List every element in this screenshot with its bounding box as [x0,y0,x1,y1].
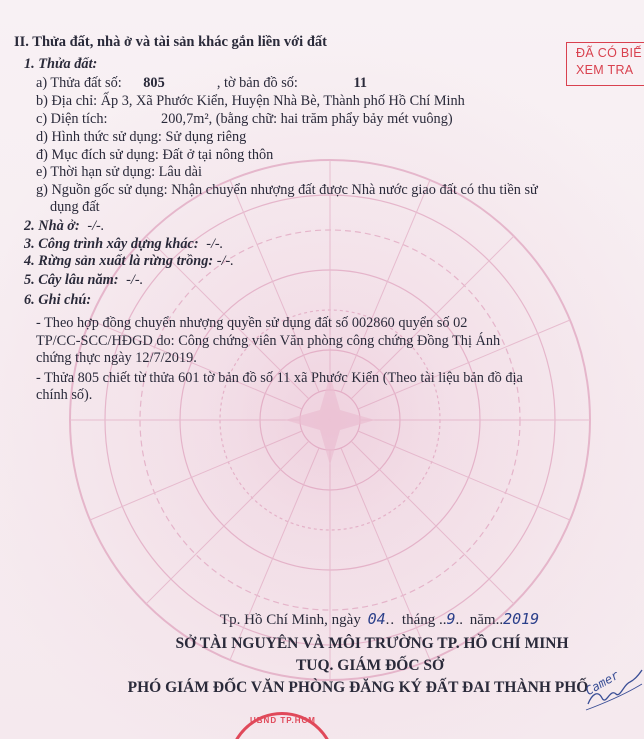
stamp-line-1: ĐÃ CÓ BIẾ [576,46,642,60]
signing-year: 2019 [503,610,540,628]
note-1-line-2: TP/CC-SCC/HĐGD do: Công chứng viên Văn phòng công chứng Đồng Thị Ánh [36,333,501,349]
official-seal-text: UBND TP.HCM [250,716,316,725]
note-2-line-1: - Thửa 805 chiết từ thửa 601 tờ bản đồ số 11 xã Phước Kiển (Theo tài liệu bản đồ địa [36,370,523,386]
note-1-line-1: - Theo hợp đồng chuyển nhượng quyền sử dụng đất số 002860 quyển số 02 [36,315,468,331]
parcel-address: b) Địa chỉ: Ấp 3, Xã Phước Kiển, Huyện Nhà Bè, Thành phố Hồ Chí Minh [36,93,465,109]
stamp-line-2: XEM TRA [576,63,634,77]
signature-text: Camer [582,667,622,699]
map-sheet-label: , tờ bản đồ số: [216,75,298,91]
other-works-value: -/-. [206,236,224,252]
house-label: 2. Nhà ở: [24,218,80,234]
signing-date-row: Tp. Hồ Chí Minh, ngày 04.. tháng ..9.. năm..2019 [220,610,540,628]
perennial-trees-row [24,272,143,289]
parcel-purpose: đ) Mục đích sử dụng: Đất ở tại nông thôn [36,147,274,163]
signing-title: PHÓ GIÁM ĐỐC VĂN PHÒNG ĐĂNG KÝ ĐẤT ĐAI THÀNH PHỐ [127,679,589,696]
note-2-line-2: chính số). [36,387,93,403]
notes-label: 6. Ghi chú: [24,292,92,308]
parcel-area-row [36,111,453,128]
house-value: -/-. [87,218,105,234]
other-works-row [24,236,223,253]
perennial-trees-label: 5. Cây lâu năm: [24,272,119,288]
parcel-area-label: c) Diện tích: [36,111,108,127]
house-row [24,218,104,235]
parcel-origin-line-2: dụng đất [50,199,100,215]
section-title: II. Thửa đất, nhà ở và tài sản khác gắn liền với đất [14,34,327,50]
signing-authority: TUQ. GIÁM ĐỐC SỞ [295,657,445,674]
signing-month: 9 [446,610,456,628]
forest-value: -/-. [216,253,234,269]
parcel-origin-line-1: g) Nguồn gốc sử dụng: Nhận chuyển nhượng đất được Nhà nước giao đất có thu tiền sử [36,182,538,198]
map-sheet-value: 11 [353,75,367,91]
forest-row [24,253,234,270]
parcel-area-value: 200,7m², (bằng chữ: hai trăm phẩy bảy mét vuông) [161,111,453,127]
parcel-use-form: d) Hình thức sử dụng: Sử dụng riêng [36,129,247,145]
other-works-label: 3. Công trình xây dựng khác: [24,236,199,252]
signing-day: 04 [367,610,386,628]
parcel-term: e) Thời hạn sử dụng: Lâu dài [36,164,202,180]
note-1-line-3: chứng thực ngày 12/7/2019. [36,350,197,366]
signing-month-label: tháng [401,612,436,628]
signing-organization: SỞ TÀI NGUYÊN VÀ MÔI TRƯỜNG TP. HỒ CHÍ MINH [175,635,569,652]
parcel-number-value: 805 [143,75,165,91]
perennial-trees-value: -/-. [126,272,144,288]
review-stamp [566,42,644,86]
signing-place: Tp. Hồ Chí Minh, ngày [220,612,361,628]
parcel-heading: 1. Thửa đất: [24,56,98,72]
signing-year-label: năm [469,612,496,628]
parcel-number-label: a) Thửa đất số: [36,75,122,91]
parcel-number-row [36,75,367,92]
forest-label: 4. Rừng sản xuất là rừng trồng: [24,253,214,269]
